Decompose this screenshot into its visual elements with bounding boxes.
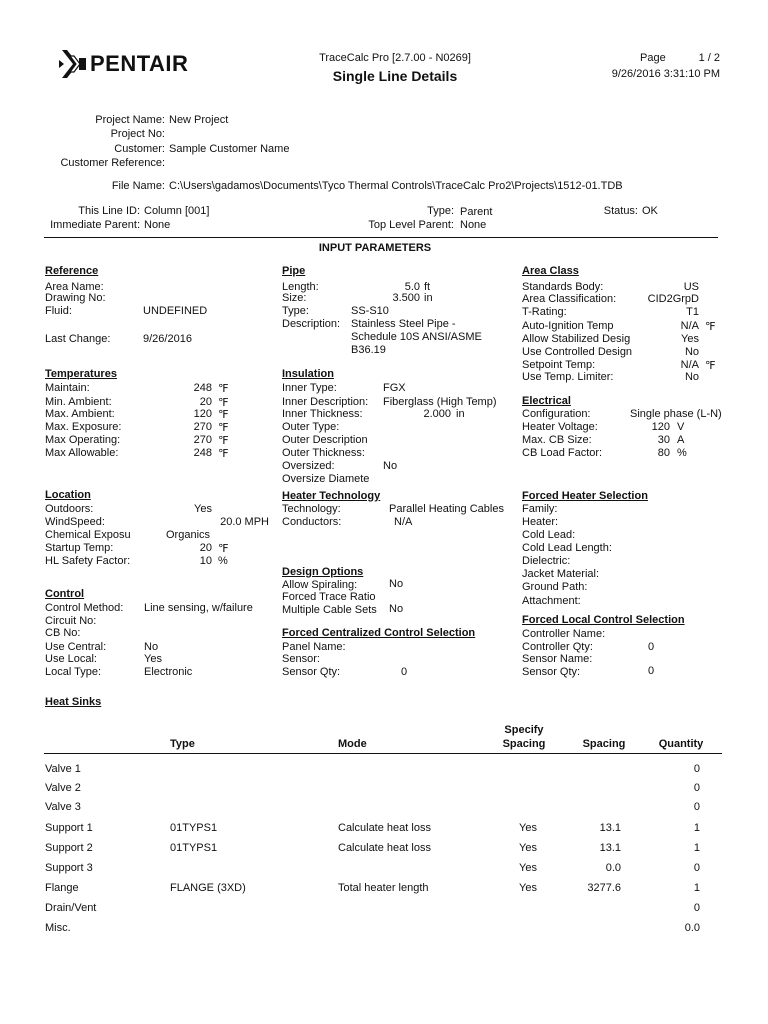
- line-type: Parent: [460, 206, 493, 218]
- use-temp-limiter-label: Use Temp. Limiter:: [522, 371, 614, 383]
- temperature-unit: ℉: [218, 448, 229, 460]
- customer-reference-label: Customer Reference:: [60, 157, 165, 169]
- col-header-quantity: Quantity: [658, 738, 704, 750]
- heater-technology-title: Heater Technology: [282, 490, 381, 502]
- insulation-title: Insulation: [282, 368, 334, 380]
- ground-path-label: Ground Path:: [522, 581, 588, 593]
- heat-sink-spacing: 0.0: [605, 862, 621, 874]
- last-change-label: Last Change:: [45, 333, 111, 345]
- heat-sink-name: Support 2: [45, 842, 93, 854]
- jacket-material-label: Jacket Material:: [522, 568, 600, 580]
- hl-safety-factor-value: 10: [199, 555, 212, 567]
- file-name-label: File Name:: [111, 180, 165, 192]
- chemical-exposure-value: Organics: [166, 529, 211, 541]
- cold-lead-label: Cold Lead:: [522, 529, 576, 541]
- oversized-label: Oversized:: [282, 460, 335, 472]
- design-options-title: Design Options: [282, 566, 364, 578]
- pentair-logo-icon: [58, 46, 88, 82]
- panel-name-label: Panel Name:: [282, 641, 346, 653]
- pipe-type-value: SS-S10: [351, 305, 389, 317]
- temperature-unit: ℉: [218, 409, 229, 421]
- central-sensor-qty-label: Sensor Qty:: [282, 666, 341, 678]
- outdoors-value: Yes: [194, 503, 212, 515]
- heat-sink-quantity: 0: [693, 902, 700, 914]
- heat-sink-type: FLANGE (3XD): [170, 882, 246, 894]
- local-type-value: Electronic: [144, 666, 193, 678]
- line-id-label: This Line ID:: [78, 205, 140, 217]
- temperature-value: 20: [199, 396, 212, 408]
- max-cb-size-value: 30: [657, 434, 670, 446]
- pipe-length-unit: ft: [424, 281, 431, 293]
- heat-sinks-divider: [44, 753, 722, 754]
- drawing-no-label: Drawing No:: [45, 292, 106, 304]
- heater-voltage-label: Heater Voltage:: [522, 421, 598, 433]
- area-classification-value: CID2GrpD: [647, 293, 699, 305]
- cold-lead-length-label: Cold Lead Length:: [522, 542, 612, 554]
- circuit-no-label: Circuit No:: [45, 615, 97, 627]
- brand-name: PENTAIR: [90, 51, 189, 76]
- startup-temp-value: 20: [199, 542, 212, 554]
- heat-sink-specify: Yes: [519, 822, 537, 834]
- heat-sink-quantity: 1: [693, 842, 700, 854]
- pentair-logo: [58, 46, 208, 86]
- location-title: Location: [45, 489, 91, 501]
- technology-value: Parallel Heating Cables: [389, 503, 504, 515]
- temperature-value: 270: [193, 421, 212, 433]
- inner-thickness-unit: in: [456, 408, 465, 420]
- startup-temp-unit: ℉: [218, 543, 229, 555]
- pipe-description-line2: Schedule 10S ANSI/ASME: [351, 331, 482, 343]
- electrical-title: Electrical: [522, 395, 571, 407]
- heat-sink-name: Support 3: [45, 862, 93, 874]
- immediate-parent-label: Immediate Parent:: [50, 219, 140, 231]
- project-no-label: Project No:: [110, 128, 165, 140]
- inner-thickness-value: 2.000: [423, 408, 451, 420]
- allow-stabilized-value: Yes: [681, 333, 699, 345]
- reference-title: Reference: [45, 265, 99, 277]
- heat-sink-mode: Total heater length: [338, 882, 429, 894]
- temperature-unit: ℉: [218, 422, 229, 434]
- temperature-value: 120: [193, 408, 212, 420]
- configuration-value: Single phase (L-N): [630, 408, 722, 420]
- heat-sink-type: 01TYPS1: [170, 842, 218, 854]
- last-change-value: 9/26/2016: [143, 333, 192, 345]
- windspeed-label: WindSpeed:: [45, 516, 105, 528]
- temperature-unit: ℉: [218, 435, 229, 447]
- forced-local-control-title: Forced Local Control Selection: [522, 614, 685, 626]
- col-header-specify-line2: Spacing: [502, 738, 546, 750]
- conductors-label: Conductors:: [282, 516, 342, 528]
- area-class-title: Area Class: [522, 265, 579, 277]
- controller-name-label: Controller Name:: [522, 628, 606, 640]
- forced-centralized-control-title: Forced Centralized Control Selection: [282, 627, 476, 639]
- max-cb-size-unit: A: [677, 434, 685, 446]
- heat-sink-quantity: 1: [693, 882, 700, 894]
- pipe-size-unit: in: [424, 292, 433, 304]
- startup-temp-label: Startup Temp:: [45, 542, 114, 554]
- use-central-label: Use Central:: [45, 641, 107, 653]
- col-header-spacing: Spacing: [582, 738, 626, 750]
- top-level-parent: None: [460, 219, 487, 231]
- controller-qty-label: Controller Qty:: [522, 641, 593, 653]
- use-controlled-design-value: No: [684, 346, 699, 358]
- status-label: Status:: [603, 205, 638, 217]
- pipe-description-line3: B36.19: [351, 344, 386, 356]
- header-divider: [44, 237, 718, 238]
- pipe-type-label: Type:: [282, 305, 309, 317]
- sensor-label: Sensor:: [282, 653, 320, 665]
- heat-sink-spacing: 13.1: [599, 822, 621, 834]
- file-name: C:\Users\gadamos\Documents\Tyco Thermal Controls\TraceCalc Pro2\Projects\1512-01.TDB: [169, 180, 623, 192]
- outer-description-label: Outer Description: [282, 434, 368, 446]
- technology-label: Technology:: [282, 503, 341, 515]
- hl-safety-factor-unit: %: [218, 555, 228, 567]
- pipe-size-label: Size:: [282, 292, 307, 304]
- setpoint-temp-value: N/A: [680, 359, 699, 371]
- family-label: Family:: [522, 503, 558, 515]
- app-version: TraceCalc Pro [2.7.00 - N0269]: [319, 52, 471, 64]
- project-name-label: Project Name:: [95, 114, 165, 126]
- forced-heater-selection-title: Forced Heater Selection: [522, 490, 648, 502]
- cb-no-label: CB No:: [45, 627, 81, 639]
- heat-sink-quantity: 0: [693, 801, 700, 813]
- use-controlled-design-label: Use Controlled Design: [522, 346, 633, 358]
- control-title: Control: [45, 588, 85, 600]
- heat-sinks-title: Heat Sinks: [45, 696, 102, 708]
- heater-voltage-unit: V: [677, 421, 685, 433]
- conductors-value: N/A: [394, 516, 413, 528]
- local-sensor-qty-value: 0: [648, 665, 655, 677]
- heater-voltage-value: 120: [651, 421, 670, 433]
- setpoint-temp-unit: ℉: [705, 360, 716, 372]
- pipe-size-value: 3.500: [392, 292, 420, 304]
- temperature-label: Maintain:: [45, 382, 90, 394]
- forced-trace-ratio-label: Forced Trace Ratio: [282, 591, 376, 603]
- heat-sink-name: Valve 1: [45, 763, 81, 775]
- allow-stabilized-label: Allow Stabilized Desig: [522, 333, 631, 345]
- page-label: Page: [640, 52, 666, 64]
- pipe-title: Pipe: [282, 265, 306, 277]
- heat-sink-quantity: 0: [693, 763, 700, 775]
- pipe-length-label: Length:: [282, 281, 319, 293]
- outer-type-label: Outer Type:: [282, 421, 340, 433]
- page-number: 1 / 2: [698, 52, 720, 64]
- inner-type-value: FGX: [383, 382, 406, 394]
- heat-sink-name: Drain/Vent: [45, 902, 97, 914]
- inner-thickness-label: Inner Thickness:: [282, 408, 363, 420]
- type-label: Type:: [427, 205, 454, 217]
- multiple-cable-sets-value: No: [389, 603, 404, 615]
- heat-sink-type: 01TYPS1: [170, 822, 218, 834]
- customer: Sample Customer Name: [169, 143, 290, 155]
- immediate-parent: None: [144, 219, 171, 231]
- temperature-unit: ℉: [218, 383, 229, 395]
- temperature-value: 248: [193, 382, 212, 394]
- temperature-label: Min. Ambient:: [45, 396, 112, 408]
- fluid-label: Fluid:: [45, 305, 72, 317]
- use-local-label: Use Local:: [45, 653, 97, 665]
- temperature-label: Max. Ambient:: [45, 408, 115, 420]
- heat-sink-specify: Yes: [519, 862, 537, 874]
- standards-body-label: Standards Body:: [522, 281, 604, 293]
- windspeed-value: 20.0 MPH: [220, 516, 269, 528]
- inner-description-value: Fiberglass (High Temp): [383, 396, 497, 408]
- top-level-parent-label: Top Level Parent:: [368, 219, 454, 231]
- heat-sink-name: Valve 2: [45, 782, 81, 794]
- central-sensor-qty-value: 0: [401, 666, 408, 678]
- temperature-value: 270: [193, 434, 212, 446]
- controller-qty-value: 0: [648, 641, 655, 653]
- temperatures-title: Temperatures: [45, 368, 117, 380]
- print-datetime: 9/26/2016 3:31:10 PM: [611, 68, 720, 80]
- heat-sink-mode: Calculate heat loss: [338, 842, 431, 854]
- customer-label: Customer:: [114, 143, 165, 155]
- temperature-unit: ℉: [218, 397, 229, 409]
- pipe-length-value: 5.0: [404, 281, 420, 293]
- line-id: Column [001]: [144, 205, 210, 217]
- status-value: OK: [642, 205, 658, 217]
- max-cb-size-label: Max. CB Size:: [522, 434, 592, 446]
- temperature-label: Max Operating:: [45, 434, 121, 446]
- project-name: New Project: [169, 114, 229, 126]
- use-local-value: Yes: [144, 653, 162, 665]
- control-method-value: Line sensing, w/failure: [144, 602, 253, 614]
- chemical-exposure-label: Chemical Exposu: [45, 529, 131, 541]
- heat-sink-specify: Yes: [519, 842, 537, 854]
- heat-sink-specify: Yes: [519, 882, 537, 894]
- heat-sink-name: Misc.: [45, 922, 71, 934]
- t-rating-value: T1: [686, 306, 699, 318]
- outer-thickness-label: Outer Thickness:: [282, 447, 365, 459]
- pipe-description-label: Description:: [282, 318, 341, 330]
- temperature-label: Max. Exposure:: [45, 421, 122, 433]
- inner-type-label: Inner Type:: [282, 382, 337, 394]
- attachment-label: Attachment:: [522, 595, 581, 607]
- hl-safety-factor-label: HL Safety Factor:: [45, 555, 131, 567]
- temperature-label: Max Allowable:: [45, 447, 119, 459]
- heat-sink-mode: Calculate heat loss: [338, 822, 431, 834]
- control-method-label: Control Method:: [45, 602, 124, 614]
- heat-sink-spacing: 3277.6: [587, 882, 621, 894]
- local-type-label: Local Type:: [45, 666, 102, 678]
- auto-ignition-value: N/A: [680, 320, 699, 332]
- heat-sink-spacing: 13.1: [599, 842, 621, 854]
- heat-sink-quantity: 1: [693, 822, 700, 834]
- col-header-mode: Mode: [338, 738, 367, 750]
- setpoint-temp-label: Setpoint Temp:: [522, 359, 596, 371]
- oversize-diameter-label: Oversize Diamete: [282, 473, 370, 485]
- heat-sink-name: Valve 3: [45, 801, 81, 813]
- use-temp-limiter-value: No: [684, 371, 699, 383]
- oversized-value: No: [383, 460, 398, 472]
- cb-load-factor-unit: %: [677, 447, 687, 459]
- heat-sink-name: Flange: [45, 882, 79, 894]
- cb-load-factor-value: 80: [657, 447, 670, 459]
- multiple-cable-sets-label: Multiple Cable Sets: [282, 604, 377, 616]
- auto-ignition-unit: ℉: [705, 321, 716, 333]
- standards-body-value: US: [683, 281, 699, 293]
- t-rating-label: T-Rating:: [522, 306, 567, 318]
- fluid-value: UNDEFINED: [143, 305, 208, 317]
- page-title: Single Line Details: [332, 68, 458, 84]
- temperature-value: 248: [193, 447, 212, 459]
- auto-ignition-label: Auto-Ignition Temp: [522, 320, 614, 332]
- allow-spiraling-label: Allow Spiraling:: [282, 579, 358, 591]
- input-parameters-title: INPUT PARAMETERS: [318, 242, 432, 254]
- area-classification-label: Area Classification:: [522, 293, 617, 305]
- use-central-value: No: [144, 641, 159, 653]
- pipe-description-line1: Stainless Steel Pipe -: [351, 318, 456, 330]
- heat-sink-quantity: 0.0: [684, 922, 700, 934]
- heat-sink-quantity: 0: [693, 782, 700, 794]
- local-sensor-qty-label: Sensor Qty:: [522, 666, 581, 678]
- cb-load-factor-label: CB Load Factor:: [522, 447, 603, 459]
- dielectric-label: Dielectric:: [522, 555, 571, 567]
- inner-description-label: Inner Description:: [282, 396, 369, 408]
- allow-spiraling-value: No: [389, 578, 404, 590]
- heat-sink-quantity: 0: [693, 862, 700, 874]
- outdoors-label: Outdoors:: [45, 503, 94, 515]
- area-name-label: Area Name:: [45, 281, 104, 293]
- col-header-type: Type: [170, 738, 195, 750]
- heater-label: Heater:: [522, 516, 559, 528]
- configuration-label: Configuration:: [522, 408, 591, 420]
- heat-sink-name: Support 1: [45, 822, 93, 834]
- sensor-name-label: Sensor Name:: [522, 653, 593, 665]
- col-header-specify-line1: Specify: [504, 724, 544, 736]
